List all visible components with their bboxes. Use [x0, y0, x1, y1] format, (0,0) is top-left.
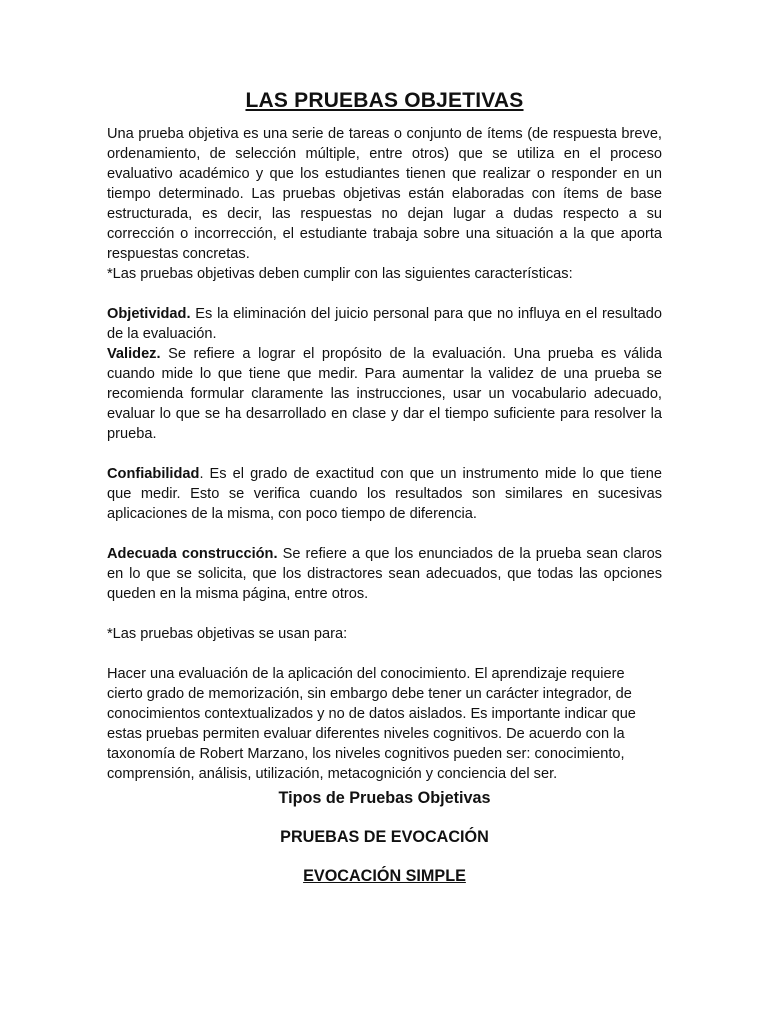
uses-intro: *Las pruebas objetivas se usan para: — [107, 626, 348, 642]
characteristic-term: Validez. — [107, 346, 161, 362]
heading-evocacion-simple: EVOCACIÓN SIMPLE — [303, 867, 466, 885]
characteristic-text: Se refiere a que los enunciados de la prueba sean claros en lo que se solicita, que los distractores sean adecuados, que todas las opciones queden en la misma página, entre otros. — [107, 546, 662, 602]
spacer — [107, 444, 662, 464]
spacer — [107, 524, 662, 544]
characteristic-text: . Es el grado de exactitud con que un instrumento mide lo que tiene que medir. Esto se verifica cuando los resultados son similares en sucesivas aplicaciones de la misma, con poco tiempo de diferencia. — [107, 466, 662, 522]
characteristic-validez — [107, 344, 662, 444]
characteristic-term: Confiabilidad — [107, 466, 200, 482]
spacer — [107, 644, 662, 664]
characteristic-objetividad — [107, 304, 662, 344]
characteristic-term: Adecuada construcción. — [107, 546, 278, 562]
heading-tipos: Tipos de Pruebas Objetivas — [278, 789, 491, 807]
characteristics-intro: *Las pruebas objetivas deben cumplir con las siguientes características: — [107, 266, 573, 282]
intro-paragraph: Una prueba objetiva es una serie de tareas o conjunto de ítems (de respuesta breve, ordenamiento, de selección múltiple, entre otros) que se utiliza en el proceso evaluativo académico y que los estudiantes tienen que realizar o responder en un tiempo determinado. Las pruebas objetivas están elaboradas con ítems de base estructurada, es decir, las respuestas no dejan lugar a dudas respecto a su corrección o incorrección, el estudiante trabaja sobre una situación a la que aporta respuestas concretas. — [107, 126, 662, 262]
characteristic-text: Se refiere a lograr el propósito de la evaluación. Una prueba es válida cuando mide lo que tiene que medir. Para aumentar la validez de una prueba se recomienda formular claramente las instrucciones, usar un vocabulario adecuado, evaluar lo que se ha desarrollado en clase y dar el tiempo suficiente para resolver la prueba. — [107, 346, 662, 442]
characteristic-confiabilidad — [107, 464, 662, 524]
heading-pruebas-evocacion: PRUEBAS DE EVOCACIÓN — [280, 828, 489, 846]
characteristic-text: Es la eliminación del juicio personal para que no influya en el resultado de la evaluación. — [107, 306, 662, 342]
spacer — [107, 284, 662, 304]
characteristic-adecuada-construccion — [107, 544, 662, 604]
uses-paragraph: Hacer una evaluación de la aplicación del conocimiento. El aprendizaje requiere cierto grado de memorización, sin embargo debe tener un carácter integrador, de conocimientos contextualizados y no de datos aislados. Es importante indicar que estas pruebas permiten evaluar diferentes niveles cognitivos. De acuerdo con la taxonomía de Robert Marzano, los niveles cognitivos pueden ser: conocimiento, comprensión, análisis, utilización, metacognición y conciencia del ser. — [107, 666, 636, 782]
document-title: LAS PRUEBAS OBJETIVAS — [245, 89, 524, 112]
spacer — [107, 604, 662, 624]
characteristic-term: Objetividad. — [107, 306, 191, 322]
